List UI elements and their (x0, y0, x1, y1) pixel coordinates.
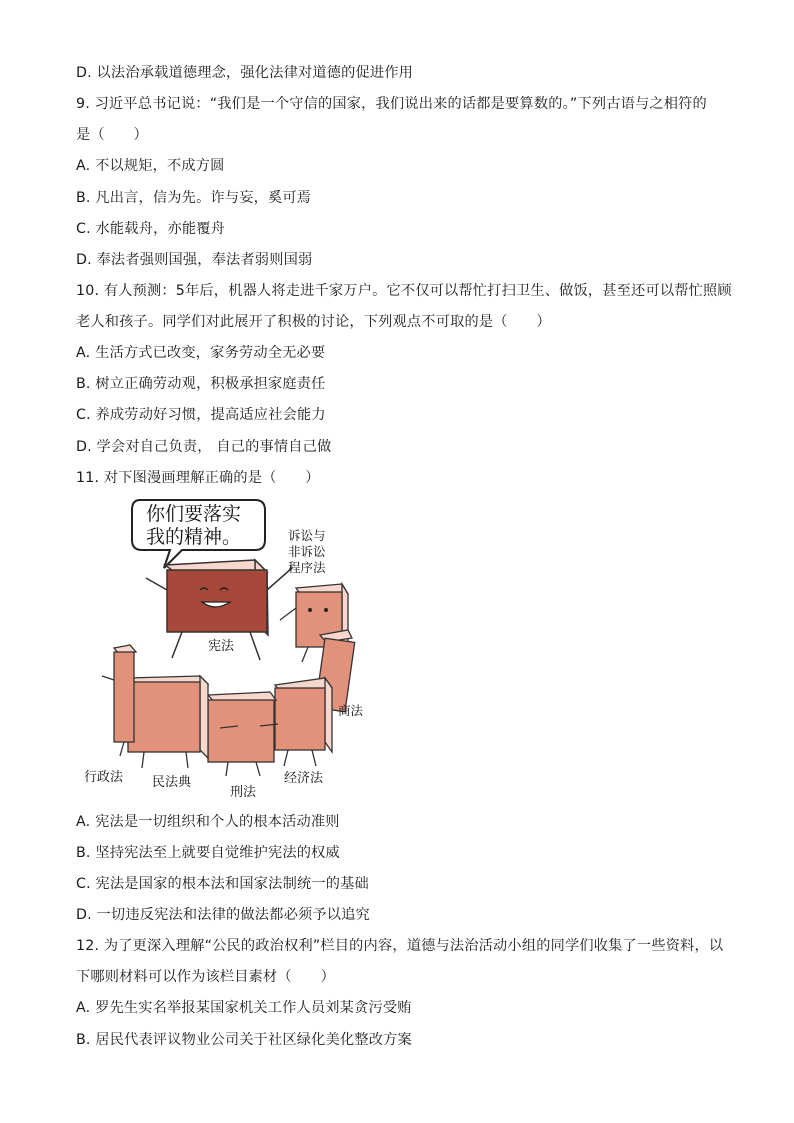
constitution-book (146, 560, 292, 660)
q9-option-a: A. 不以规矩，不成方圆 (76, 158, 225, 174)
q10-option-d: D. 学会对自己负责， 自己的事情自己做 (76, 439, 332, 455)
label-procedure-1: 诉讼与 (288, 528, 326, 543)
civil-code-book (128, 676, 208, 790)
q12-stem-line1: 12. 为了更深入理解“公民的政治权利”栏目的内容，道德与法治活动小组的同学们收集了一些资料，以 (76, 938, 724, 954)
label-constitution: 宪法 (208, 639, 235, 654)
q11-option-d: D. 一切违反宪法和法律的做法都必须予以追究 (76, 907, 370, 923)
q12-option-b: B. 居民代表评议物业公司关于社区绿化美化整改方案 (76, 1032, 412, 1048)
label-civil-code: 民法典 (152, 775, 192, 790)
label-criminal: 刑法 (230, 785, 257, 800)
label-administrative: 行政法 (84, 770, 124, 785)
speech-line-2: 我的精神。 (146, 526, 242, 548)
q9-option-c: C. 水能载舟，亦能覆舟 (76, 221, 226, 237)
administrative-law-book (84, 645, 136, 785)
q9-option-b: B. 凡出言，信为先。诈与妄，奚可焉 (76, 190, 312, 206)
q8-option-d: D. 以法治承载道德理念，强化法律对道德的促进作用 (76, 65, 414, 81)
label-commercial: 商法 (338, 703, 364, 718)
speech-bubble (132, 500, 265, 568)
q11-option-b: B. 坚持宪法至上就要自觉维护宪法的权威 (76, 845, 340, 861)
q12-stem-line2: 下哪则材料可以作为该栏目素材（ ） (76, 969, 335, 985)
q10-stem-line1: 10. 有人预测：5年后，机器人将走进千家万户。它不仅可以帮忙打扫卫生、做饭，甚至还可以帮忙照顾 (76, 283, 732, 299)
q10-option-b: B. 树立正确劳动观，积极承担家庭责任 (76, 376, 326, 392)
speech-line-1: 你们要落实 (146, 503, 242, 525)
q9-stem-line1: 9. 习近平总书记说：“我们是一个守信的国家，我们说出来的话都是要算数的。”下列古语与之相符的 (76, 96, 707, 112)
q9-stem-line2: 是（ ） (76, 127, 148, 143)
q10-option-c: C. 养成劳动好习惯，提高适应社会能力 (76, 407, 326, 423)
constitution-cartoon (70, 490, 390, 805)
q10-option-a: A. 生活方式已改变，家务劳动全无必要 (76, 345, 326, 361)
label-procedure-3: 程序法 (288, 560, 326, 575)
q9-option-d: D. 奉法者强则国强，奉法者弱则国弱 (76, 252, 313, 268)
label-procedure-2: 非诉讼 (288, 544, 326, 559)
economic-law-book (275, 678, 332, 786)
label-economic: 经济法 (284, 771, 324, 786)
q12-option-a: A. 罗先生实名举报某国家机关工作人员刘某贪污受贿 (76, 1000, 412, 1016)
q11-option-c: C. 宪法是国家的根本法和国家法制统一的基础 (76, 876, 369, 892)
q11-option-a: A. 宪法是一切组织和个人的根本活动准则 (76, 814, 340, 830)
q11-stem: 11. 对下图漫画理解正确的是（ ） (76, 470, 320, 486)
criminal-law-book (208, 692, 278, 800)
constitution-front (167, 570, 267, 632)
q10-stem-line2: 老人和孩子。同学们对此展开了积极的讨论，下列观点不可取的是（ ） (76, 314, 551, 330)
